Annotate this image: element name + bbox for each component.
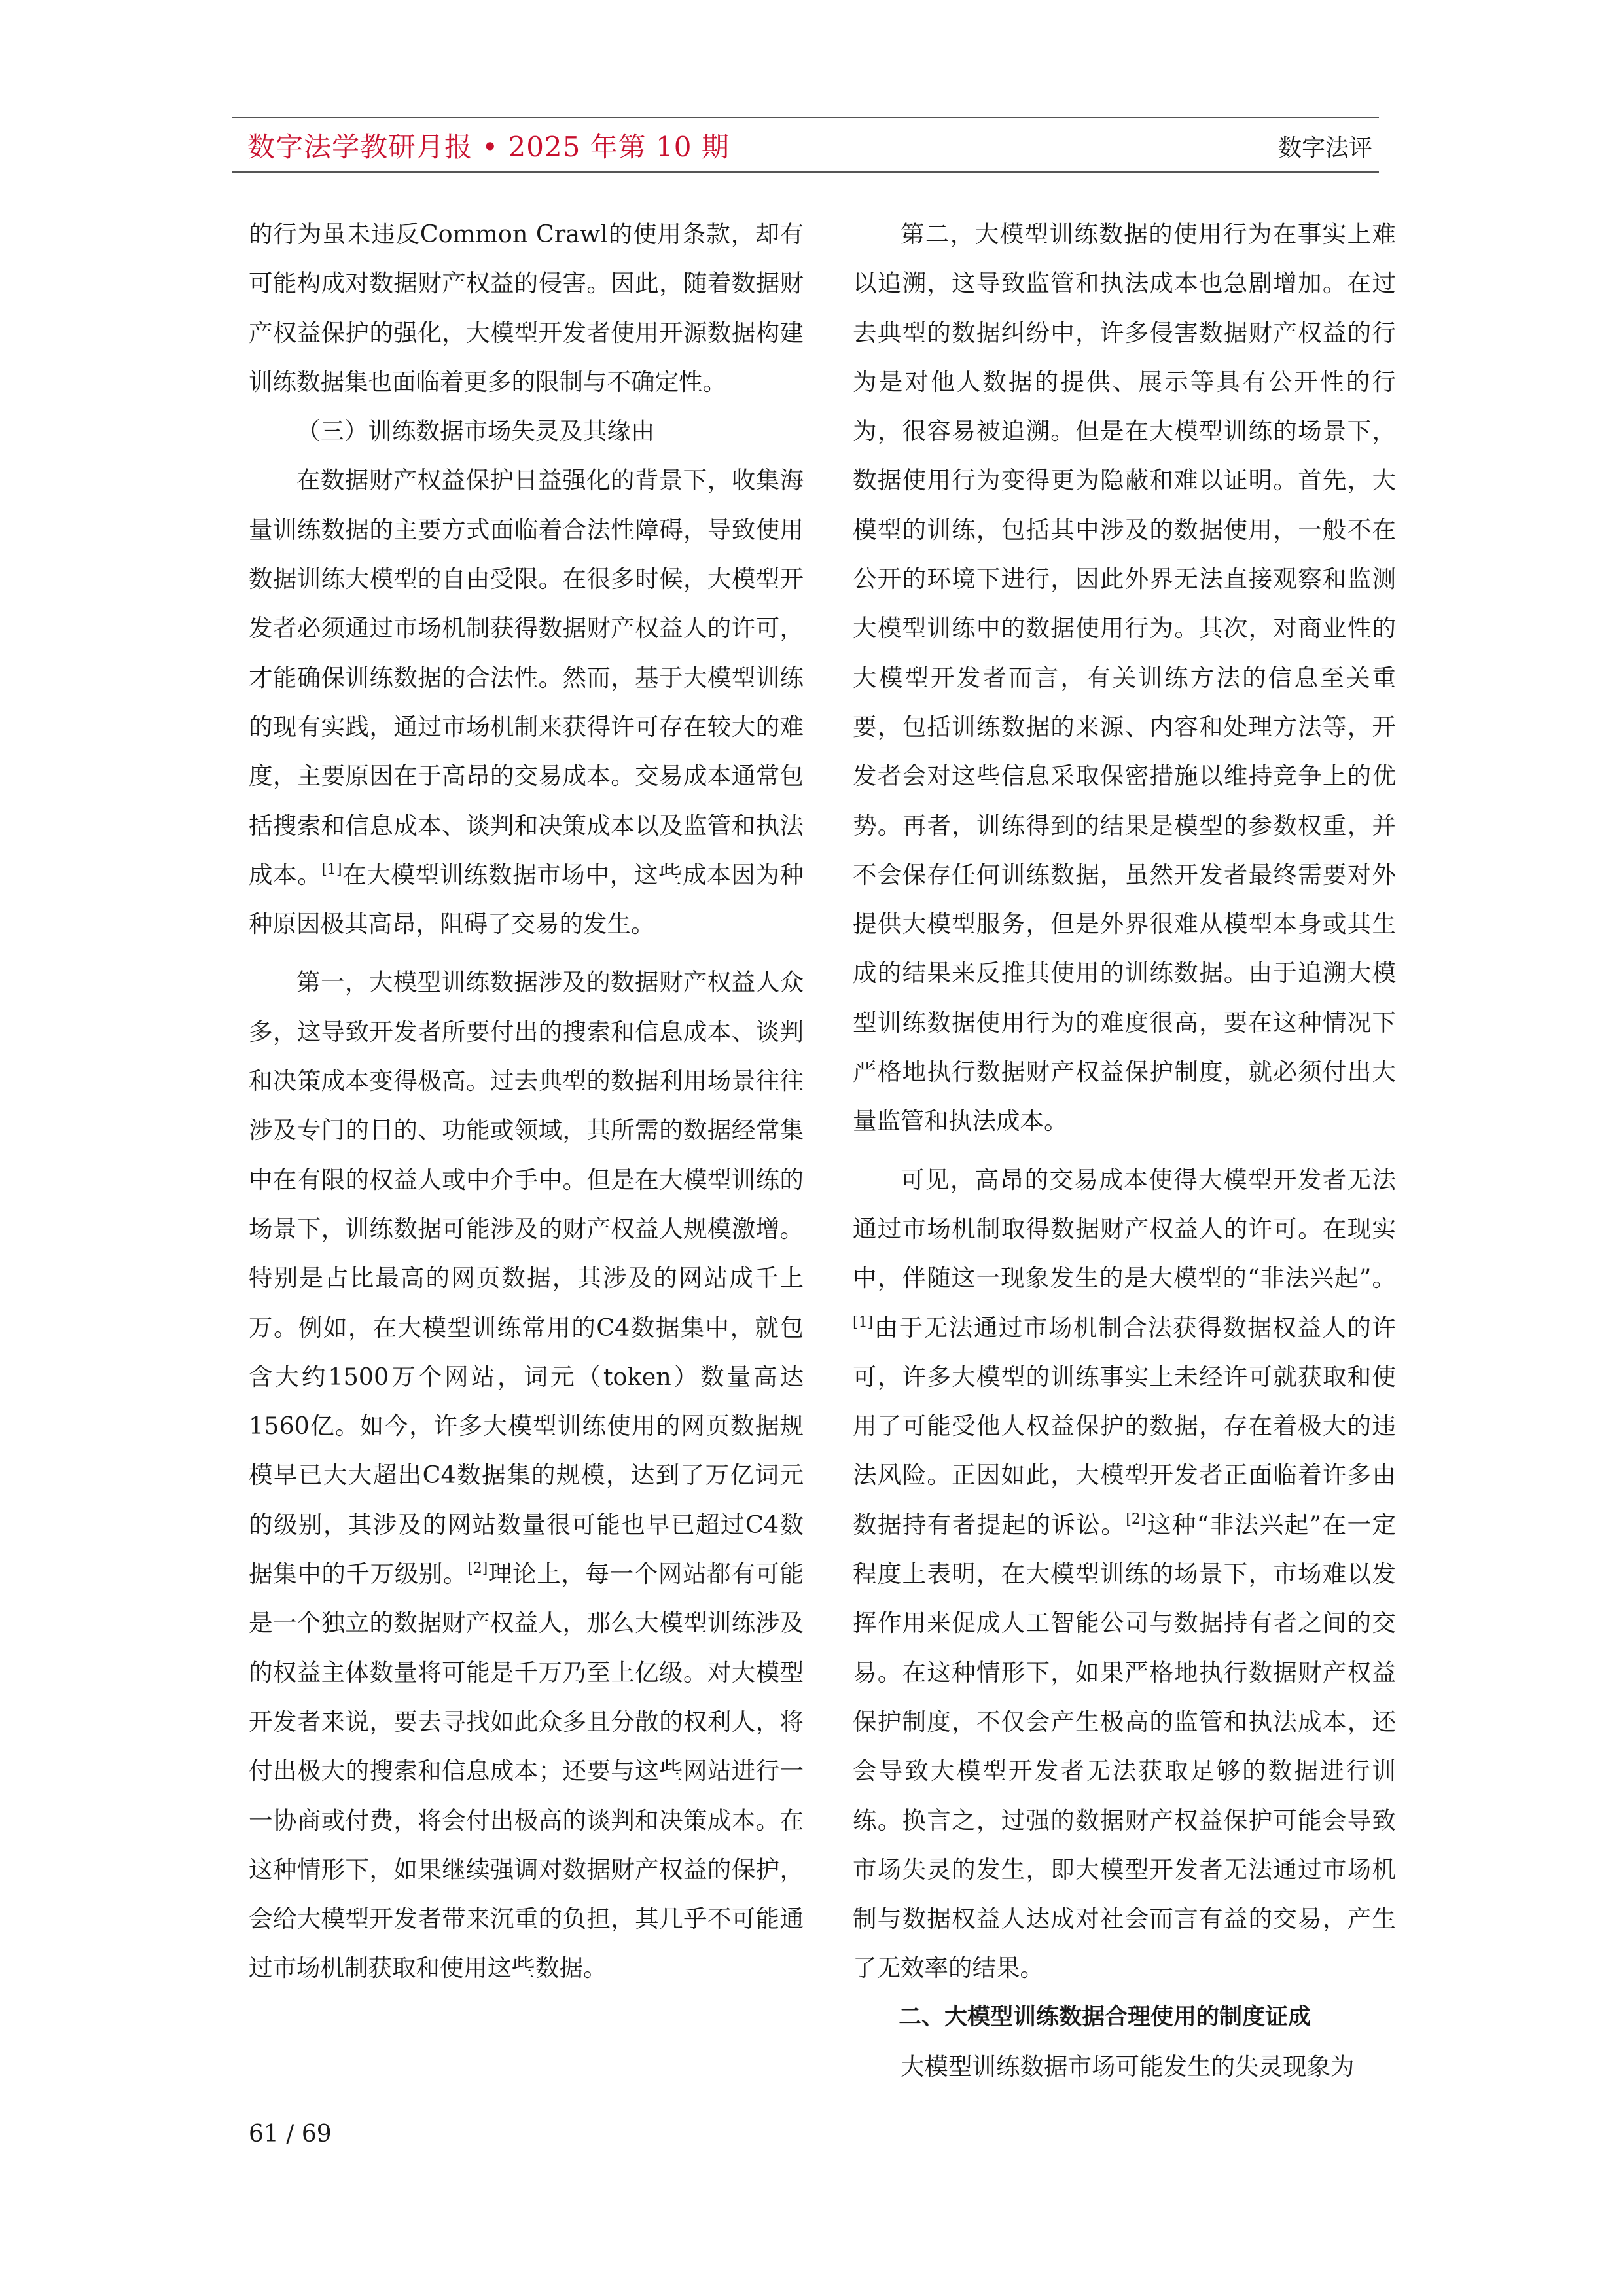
page-number: 61 / 69 [249, 2121, 332, 2147]
left-column [249, 209, 804, 1993]
footnote-ref[interactable]: [2] [467, 1560, 488, 1577]
paragraph: 大模型训练数据市场可能发生的失灵现象为 [901, 2052, 1355, 2081]
footnote-ref[interactable]: [2] [1126, 1511, 1147, 1528]
section-heading: 二、大模型训练数据合理使用的制度证成 [899, 2003, 1311, 2030]
section-label: 数字法评 [1277, 135, 1372, 162]
paragraph: 第二，大模型训练数据的使用行为在事实上难以追溯，这导致监管和执法成本也急剧增加。在过去典型的数据纠纷中，许多侵害数据财产权益的行为是对他人数据的提供、展示等具有公开性的行为，很容易被追溯。但是在大模型训练的场景下，数据使用行为变得更为隐蔽和难以证明。首先，大模型的训练，包括其中涉及的数据使用，一般不在公开的环境下进行，因此外界无法直接观察和监测大模型训练中的数据使用行为。其次，对商业性的大模型开发者而言，有关训练方法的信息至关重要，包括训练数据的来源、内容和处理方法等，开发者会对这些信息采取保密措施以维持竞争上的优势。再者，训练得到的结果是模型的参数权重，并不会保存任何训练数据，虽然开发者最终需要对外提供大模型服务，但是外界很难从模型本身或其生成的结果来反推其使用的训练数据。由于追溯大模型训练数据使用行为的难度很高，要在这种情况下严格地执行数据财产权益保护制度，就必须付出大量监管和执法成本。 [853, 220, 1396, 1136]
paragraph: 可见，高昂的交易成本使得大模型开发者无法通过市场机制取得数据财产权益人的许可。在现实中，伴随这一现象发生的是大模型的“非法兴起”。[1]由于无法通过市场机制合法获得数据权益人的许可，许多大模型的训练事实上未经许可就获取和使用了可能受他人权益保护的数据，存在着极大的违法风险。正因如此，大模型开发者正面临着许多由数据持有者提起的诉讼。[2]这种“非法兴起”在一定程度上表明，在大模型训练的场景下，市场难以发挥作用来促成人工智能公司与数据持有者之间的交易。在这种情形下，如果严格地执行数据财产权益保护制度，不仅会产生极高的监管和执法成本，还会导致大模型开发者无法获取足够的数据进行训练。换言之，过强的数据财产权益保护可能会导致市场失灵的发生，即大模型开发者无法通过市场机制与数据权益人达成对社会而言有益的交易，产生了无效率的结果。 [853, 1165, 1396, 1982]
right-column [853, 209, 1396, 2091]
journal-title: 数字法学教研月报 • 2025 年第 10 期 [247, 131, 730, 163]
footnote-ref[interactable]: [1] [321, 861, 342, 878]
paragraph: 在数据财产权益保护日益强化的背景下，收集海量训练数据的主要方式面临着合法性障碍，导致使用数据训练大模型的自由受限。在很多时候，大模型开发者必须通过市场机制获得数据财产权益人的许可，才能确保训练数据的合法性。然而，基于大模型训练的现有实践，通过市场机制来获得许可存在较大的难度，主要原因在于高昂的交易成本。交易成本通常包括搜索和信息成本、谈判和决策成本以及监管和执法成本。[1]在大模型训练数据市场中，这些成本因为种种原因极其高昂，阻碍了交易的发生。 [249, 466, 804, 939]
footnote-ref[interactable]: [1] [853, 1314, 874, 1331]
paragraph: 第一，大模型训练数据涉及的数据财产权益人众多，这导致开发者所要付出的搜索和信息成本、谈判和决策成本变得极高。过去典型的数据利用场景往往涉及专门的目的、功能或领域，其所需的数据经常集中在有限的权益人或中介手中。但是在大模型训练的场景下，训练数据可能涉及的财产权益人规模激增。特别是占比最高的网页数据，其涉及的网站成千上万。例如，在大模型训练常用的C4数据集中，就包含大约1500万个网站，词元（token）数量高达1560亿。如今，许多大模型训练使用的网页数据规模早已大大超出C4数据集的规模，达到了万亿词元的级别，其涉及的网站数量很可能也早已超过C4数据集中的千万级别。[2]理论上，每一个网站都有可能是一个独立的数据财产权益人，那么大模型训练涉及的权益主体数量将可能是千万乃至上亿级。对大模型开发者来说，要去寻找如此众多且分散的权利人，将付出极大的搜索和信息成本；还要与这些网站进行一一协商或付费，将会付出极高的谈判和决策成本。在这种情形下，如果继续强调对数据财产权益的保护，会给大模型开发者带来沉重的负担，其几乎不可能通过市场机制获取和使用这些数据。 [249, 968, 804, 1982]
header-rule-bottom [232, 171, 1379, 173]
subheading: （三）训练数据市场失灵及其缘由 [296, 417, 655, 446]
paragraph: 的行为虽未违反Common Crawl的使用条款，却有可能构成对数据财产权益的侵害。因此，随着数据财产权益保护的强化，大模型开发者使用开源数据构建训练数据集也面临着更多的限制与不确定性。 [249, 220, 804, 396]
header-rule-top [232, 117, 1379, 118]
